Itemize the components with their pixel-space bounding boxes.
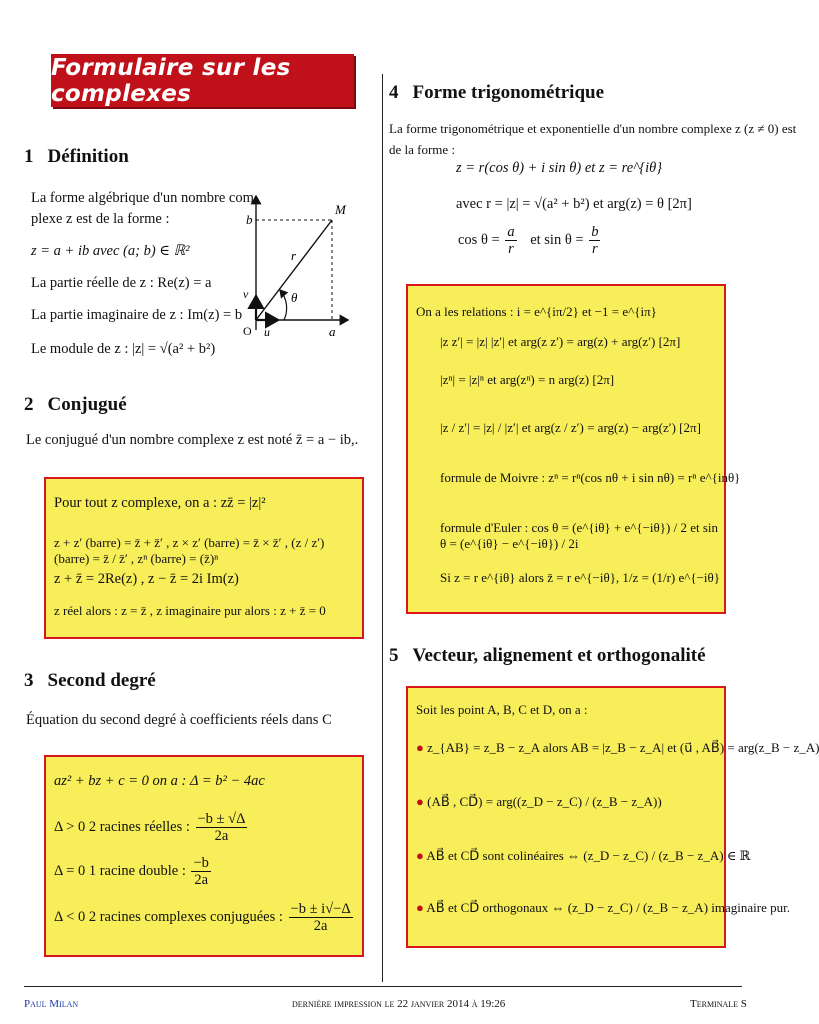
trig-form: z = r(cos θ) + i sin θ) et z = re^{iθ} — [456, 160, 663, 176]
conjugate-rule-3: z + z̄ = 2Re(z) , z − z̄ = 2i Im(z) — [54, 571, 239, 587]
vectors-box — [406, 686, 819, 948]
label-a: a — [329, 324, 336, 339]
label-b: b — [246, 212, 253, 227]
numerator: −b — [193, 855, 209, 871]
conjugate-box — [44, 477, 364, 639]
bullet-icon: ● — [416, 900, 424, 915]
bullet-icon: ● — [416, 848, 424, 863]
vector-item-1 — [416, 740, 819, 756]
trig-intro-2: de la forme : — [389, 142, 456, 157]
trig-relations-box — [406, 284, 741, 614]
bullet-icon: ● — [416, 740, 424, 755]
label-M: M — [335, 202, 346, 217]
vector-item-3 — [416, 848, 750, 864]
vector-item-text: AB⃗ et CD⃗ sont colinéaires ⇔ (z_D − z_C) / (z_B − z_A) ∈ ℝ — [426, 848, 751, 863]
denominator: r — [592, 241, 598, 257]
case-zero — [54, 855, 213, 888]
moivre-formula: formule de Moivre : zⁿ = rⁿ(cos nθ + i sin nθ) = rⁿ e^{inθ} — [440, 470, 741, 485]
conjugate-rule-4: z réel alors : z = z̄ , z imaginaire pur alors : z + z̄ = 0 — [54, 603, 326, 618]
vector-item-text: AB⃗ et CD⃗ orthogonaux ⇔ (z_D − z_C) / (z_B − z_A) imaginaire pur. — [426, 900, 790, 915]
footer-author: Paul Milan — [24, 998, 79, 1010]
trig-modulus-arg: avec r = |z| = √(a² + b²) et arg(z) = θ [2π] — [456, 196, 692, 212]
bullet-icon: ● — [416, 794, 424, 809]
case-zero-fraction — [191, 855, 210, 888]
relation-i: On a les relations : i = e^{iπ/2} et −1 = e^{iπ} — [416, 304, 657, 319]
vectors-intro: Soit les point A, B, C et D, on a : — [416, 702, 588, 717]
second-degree-box — [44, 755, 364, 957]
case-positive — [54, 811, 249, 844]
section-1-heading — [24, 146, 129, 168]
section-number: 5 — [389, 645, 399, 666]
case-positive-label: Δ > 0 2 racines réelles : — [54, 818, 190, 835]
conjugate-intro: Le conjugué d'un nombre complexe z est noté z̄ = a − ib,. — [26, 432, 359, 448]
label-theta: θ — [291, 290, 298, 305]
numerator: −b ± i√−Δ — [290, 901, 351, 917]
vector-item-text: z_{AB} = z_B − z_A alors AB = |z_B − z_A| et (u⃗ , AB⃗) = arg(z_B − z_A) — [427, 740, 819, 755]
section-5-heading — [389, 645, 706, 667]
section-title: Définition — [47, 146, 129, 167]
angle-theta-arc — [280, 290, 287, 320]
footer-divider — [24, 986, 742, 987]
section-number: 2 — [24, 394, 34, 415]
cos-fraction — [505, 224, 516, 257]
relation-power: |zⁿ| = |z|ⁿ et arg(zⁿ) = n arg(z) [2π] — [440, 372, 615, 387]
footer-print-date: dernière impression le 22 janvier 2014 à 19:26 — [292, 998, 506, 1010]
section-3-heading — [24, 670, 156, 692]
imaginary-part: La partie imaginaire de z : Im(z) = b — [31, 307, 243, 323]
euler-formula: formule d'Euler : cos θ = (e^{iθ} + e^{−iθ}) / 2 et sin θ = (e^{iθ} − e^{−iθ}) / 2i — [440, 520, 719, 551]
conjugate-rule-1: Pour tout z complexe, on a : zz̄ = |z|² — [54, 495, 266, 511]
denominator: r — [508, 241, 514, 257]
section-number: 3 — [24, 670, 34, 691]
section-title: Forme trigonométrique — [412, 82, 605, 103]
denominator: 2a — [214, 828, 229, 844]
section-4-heading — [389, 82, 604, 104]
conjugate-inverse: Si z = r e^{iθ} alors z̄ = r e^{−iθ}, 1/z = (1/r) e^{−iθ} — [440, 570, 721, 585]
page-title: Formulaire sur les complexes — [51, 54, 354, 107]
relation-product: |z z′| = |z| |z′| et arg(z z′) = arg(z) + arg(z′) [2π] — [440, 334, 681, 349]
section-2-heading — [24, 394, 127, 416]
real-part: La partie réelle de z : Re(z) = a — [31, 275, 212, 291]
section-number: 1 — [24, 146, 34, 167]
numerator: b — [591, 224, 599, 240]
denominator: 2a — [194, 872, 209, 888]
case-zero-label: Δ = 0 1 racine double : — [54, 862, 186, 879]
cos-label: cos θ = — [458, 231, 500, 248]
sin-fraction — [589, 224, 600, 257]
modulus: Le module de z : |z| = √(a² + b²) — [31, 341, 216, 357]
label-r: r — [291, 248, 297, 263]
case-negative-fraction — [289, 901, 353, 934]
vector-item-4 — [416, 900, 790, 916]
section-title: Vecteur, alignement et orthogonalité — [412, 645, 706, 666]
footer-class: Terminale S — [690, 998, 747, 1010]
trig-intro-1: La forme trigonométrique et exponentielle d'un nombre complexe z (z ≠ 0) est — [389, 121, 797, 136]
vector-item-2 — [416, 794, 662, 810]
case-negative — [54, 901, 355, 934]
definition-line2: plexe z est de la forme : — [31, 211, 170, 227]
conjugate-rule-2: z + z′ (barre) = z̄ + z̄′ , z × z′ (barre) = z̄ × z̄′ , (z / z′) (barre) = z̄ / z̄′ , zⁿ (barre) = (z̄)ⁿ — [54, 535, 325, 566]
numerator: −b ± √Δ — [197, 811, 246, 827]
quadratic-equation: az² + bz + c = 0 on a : Δ = b² − 4ac — [54, 773, 265, 789]
definition-line1: La forme algébrique d'un nombre com- — [31, 190, 259, 206]
denominator: 2a — [313, 918, 328, 934]
label-u: u⃗ — [264, 325, 280, 339]
algebraic-form: z = a + ib avec (a; b) ∈ ℝ² — [31, 243, 190, 259]
sin-label: et sin θ = — [530, 231, 584, 248]
label-O: O — [243, 324, 252, 338]
vector-item-text: (AB⃗ , CD⃗) = arg((z_D − z_C) / (z_B − z_A)) — [427, 794, 662, 809]
complex-plane-diagram — [238, 190, 358, 340]
numerator: a — [507, 224, 515, 240]
case-positive-fraction — [196, 811, 248, 844]
vector-OM — [256, 220, 332, 320]
cos-sin-definitions — [458, 224, 602, 257]
section-title: Second degré — [47, 670, 156, 691]
case-negative-label: Δ < 0 2 racines complexes conjuguées : — [54, 908, 283, 925]
column-divider — [382, 74, 383, 982]
label-v: v⃗ — [243, 287, 258, 301]
section-number: 4 — [389, 82, 399, 103]
second-degree-intro: Équation du second degré à coefficients réels dans C — [26, 712, 332, 728]
relation-quotient: |z / z′| = |z| / |z′| et arg(z / z′) = arg(z) − arg(z′) [2π] — [440, 420, 701, 435]
section-title: Conjugué — [47, 394, 127, 415]
